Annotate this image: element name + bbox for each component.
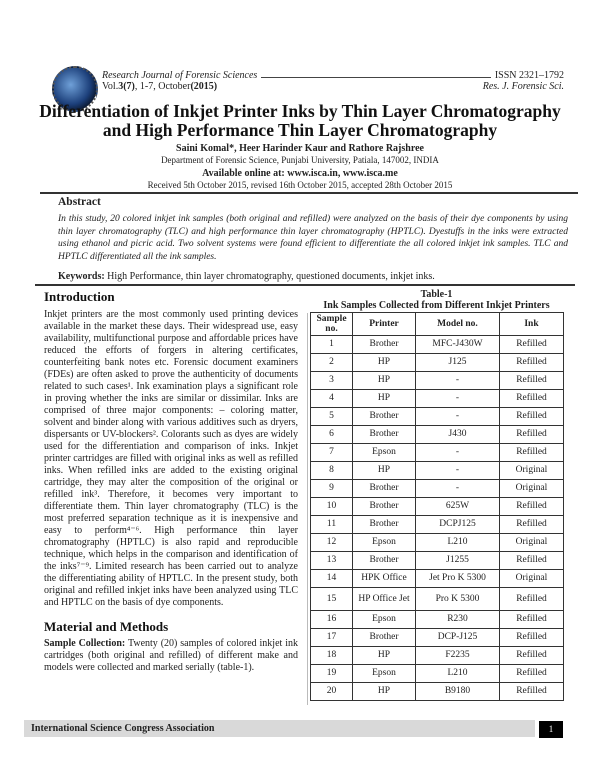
divider <box>40 192 578 194</box>
table-cell: Original <box>500 570 564 588</box>
table-cell: 19 <box>311 665 353 683</box>
table-cell: 12 <box>311 534 353 552</box>
table-cell: L210 <box>416 534 500 552</box>
page-number: 1 <box>539 721 563 738</box>
authors: Saini Komal*, Heer Harinder Kaur and Rathore Rajshree <box>176 143 424 154</box>
table-cell: - <box>416 408 500 426</box>
table-cell: DCP-J125 <box>416 629 500 647</box>
table-cell: Refilled <box>500 390 564 408</box>
header-rule <box>261 69 490 78</box>
table-cell: Refilled <box>500 444 564 462</box>
table-cell: J1255 <box>416 552 500 570</box>
table-cell: 4 <box>311 390 353 408</box>
table-cell: Epson <box>353 444 416 462</box>
col-header: Printer <box>353 313 416 336</box>
table-cell: 10 <box>311 498 353 516</box>
column-divider <box>307 313 308 705</box>
sample-collection-label: Sample Collection: <box>44 638 126 649</box>
table-cell: B9180 <box>416 683 500 701</box>
table-row <box>311 408 564 426</box>
table-cell: Refilled <box>500 611 564 629</box>
paper-title: Differentiation of Inkjet Printer Inks by Thin Layer Chromatography and High Performance Thin Layer Chromatography <box>39 101 561 140</box>
table-row <box>311 683 564 701</box>
table-cell: Refilled <box>500 588 564 611</box>
abstract-heading: Abstract <box>58 196 101 208</box>
received-dates: Received 5th October 2015, revised 16th October 2015, accepted 28th October 2015 <box>147 180 453 190</box>
table-cell: HP <box>353 390 416 408</box>
table-cell: - <box>416 390 500 408</box>
table-row <box>311 336 564 354</box>
col-header: Ink <box>500 313 564 336</box>
table-cell: - <box>416 372 500 390</box>
table-cell: HP <box>353 683 416 701</box>
table-cell: J430 <box>416 426 500 444</box>
year: (2015) <box>190 81 218 92</box>
table-row <box>311 629 564 647</box>
table-cell: Refilled <box>500 629 564 647</box>
table-row <box>311 372 564 390</box>
table-cell: DCPJ125 <box>416 516 500 534</box>
table-cell: HP <box>353 462 416 480</box>
methods-heading: Material and Methods <box>44 619 169 634</box>
footer-org: International Science Congress Association <box>24 720 535 737</box>
table-cell: Brother <box>353 552 416 570</box>
table-cell: 17 <box>311 629 353 647</box>
introduction-heading: Introduction <box>44 289 115 304</box>
table-cell: Brother <box>353 498 416 516</box>
table-row <box>311 611 564 629</box>
table-row <box>311 552 564 570</box>
table-cell: Refilled <box>500 552 564 570</box>
table-cell: Refilled <box>500 665 564 683</box>
table-cell: 9 <box>311 480 353 498</box>
table-cell: 13 <box>311 552 353 570</box>
table-cell: Original <box>500 534 564 552</box>
table-cell: Brother <box>353 408 416 426</box>
introduction-text: Inkjet printers are the most commonly used printing devices available in the market these days. Their widespread use, easy availability, multifunctional purpose and affordable prices have reduced the efforts of forgers in altering certificates, counterfeiting bank notes etc. Forensic document examiners (FDEs) are often asked to prove the authenticity of documents related to such cases¹. Ink examination plays a significant role in proving whether the inks are similar or dissimilar. Inks are comprised of three major components: – coloring matter, solvent and binder along with various additives such as dryers, dispersants or UV-blockers². Colorants such as dyes are widely used for the differentiation and comparison of inks. Inkjet printer cartridges are filled with original inks as well as refilled inks. When refilled inks are added to the existing original cartridge, they may alter the composition of the original or refilled ink³. Therefore, it becomes very important to differentiate them. Thin layer chromatography (TLC) is the most preferred separation technique as it is inexpensive and easy to perform⁴⁻⁶. High performance thin layer chromatography (HPTLC) is also rapid and reproducible technique, which helps in the comparison and identification of the inks⁷⁻⁹. Limited research has been carried out to analyze the differentiating ability of HPTLC. In the present study, both original and refilled inkjet inks have been analyzed using TLC and HPTLC on the basis of dye components. <box>44 309 298 608</box>
table-row <box>311 354 564 372</box>
table-cell: 11 <box>311 516 353 534</box>
table-row <box>311 665 564 683</box>
sample-collection <box>44 638 298 674</box>
table-cell: Pro K 5300 <box>416 588 500 611</box>
table-cell: Refilled <box>500 647 564 665</box>
table-cell: 5 <box>311 408 353 426</box>
table-row <box>311 534 564 552</box>
keywords-text: High Performance, thin layer chromatography, questioned documents, inkjet inks. <box>104 271 435 282</box>
table-cell: HP <box>353 372 416 390</box>
table-cell: Original <box>500 462 564 480</box>
table-cell: Brother <box>353 480 416 498</box>
affiliation: Department of Forensic Science, Punjabi University, Patiala, 147002, INDIA <box>161 155 439 165</box>
table-cell: 15 <box>311 588 353 611</box>
table-cell: 6 <box>311 426 353 444</box>
abstract-section <box>58 195 568 283</box>
table-cell: Epson <box>353 665 416 683</box>
table-row <box>311 516 564 534</box>
table-cell: Refilled <box>500 426 564 444</box>
divider <box>35 284 575 286</box>
table-cell: F2235 <box>416 647 500 665</box>
col-header: Sample no. <box>311 313 353 336</box>
table-cell: J125 <box>416 354 500 372</box>
sample-collection-text: Twenty (20) samples of colored inkjet ink cartridges (both original and refilled) of different make and models were collected and marked serially (table-1). <box>44 638 298 673</box>
table-cell: Refilled <box>500 372 564 390</box>
table-cell: Refilled <box>500 516 564 534</box>
table-cell: Epson <box>353 534 416 552</box>
table-row <box>311 480 564 498</box>
table-cell: Refilled <box>500 408 564 426</box>
table-cell: Refilled <box>500 683 564 701</box>
table-cell: Brother <box>353 426 416 444</box>
table-row <box>311 390 564 408</box>
table-row <box>311 498 564 516</box>
ink-samples-table <box>310 312 564 701</box>
table-cell: Brother <box>353 336 416 354</box>
table-cell: Epson <box>353 611 416 629</box>
table-row <box>311 462 564 480</box>
table-cell: Refilled <box>500 336 564 354</box>
table-cell: HP <box>353 647 416 665</box>
table-cell: 14 <box>311 570 353 588</box>
pages: , 1-7, October <box>134 81 191 92</box>
table-cell: HPK Office <box>353 570 416 588</box>
table-cell: 7 <box>311 444 353 462</box>
table-cell: - <box>416 444 500 462</box>
table-cell: L210 <box>416 665 500 683</box>
table-cell: 1 <box>311 336 353 354</box>
table-title: Ink Samples Collected from Different Inkjet Printers <box>323 299 550 311</box>
table-cell: MFC-J430W <box>416 336 500 354</box>
volume: 3(7) <box>118 81 135 92</box>
table-cell: HP <box>353 354 416 372</box>
table-cell: Brother <box>353 516 416 534</box>
table-cell: 18 <box>311 647 353 665</box>
journal-name: Research Journal of Forensic Sciences <box>102 70 258 81</box>
table-row <box>311 588 564 611</box>
col-header: Model no. <box>416 313 500 336</box>
table-cell: Refilled <box>500 354 564 372</box>
table-cell: - <box>416 480 500 498</box>
table-cell: 2 <box>311 354 353 372</box>
table-cell: 8 <box>311 462 353 480</box>
table-cell: 3 <box>311 372 353 390</box>
journal-abbrev: Res. J. Forensic Sci. <box>482 81 564 92</box>
table-cell: 16 <box>311 611 353 629</box>
volume-prefix: Vol. <box>102 81 119 92</box>
table-cell: 20 <box>311 683 353 701</box>
table-row <box>311 647 564 665</box>
table-cell: Brother <box>353 629 416 647</box>
table-cell: R230 <box>416 611 500 629</box>
table-cell: - <box>416 462 500 480</box>
available-online: Available online at: www.isca.in, www.isca.me <box>202 168 398 179</box>
volume-line <box>102 81 564 93</box>
table-cell: HP Office Jet <box>353 588 416 611</box>
table-cell: Jet Pro K 5300 <box>416 570 500 588</box>
left-column <box>44 289 298 674</box>
table-label: Table-1 <box>420 289 453 300</box>
table-row <box>311 426 564 444</box>
table-caption <box>310 290 563 311</box>
keywords-label: Keywords: <box>58 271 105 282</box>
keywords <box>58 271 568 283</box>
abstract-text: In this study, 20 colored inkjet ink samples (both original and refilled) were analyzed on the basis of their dye components by using thin layer chromatography (TLC) and high performance thin layer chromatography (HPTLC). Dyestuffs in the inks were extracted using ethanol and picric acid. Two solvent systems were found efficient to differentiate the all colored inkjet ink samples. TLC and HPTLC differentiated all the ink samples. <box>58 214 568 262</box>
table-row <box>311 570 564 588</box>
table-row <box>311 444 564 462</box>
issn: ISSN 2321–1792 <box>494 70 564 81</box>
table-cell: 625W <box>416 498 500 516</box>
table-cell: Refilled <box>500 498 564 516</box>
table-cell: Original <box>500 480 564 498</box>
